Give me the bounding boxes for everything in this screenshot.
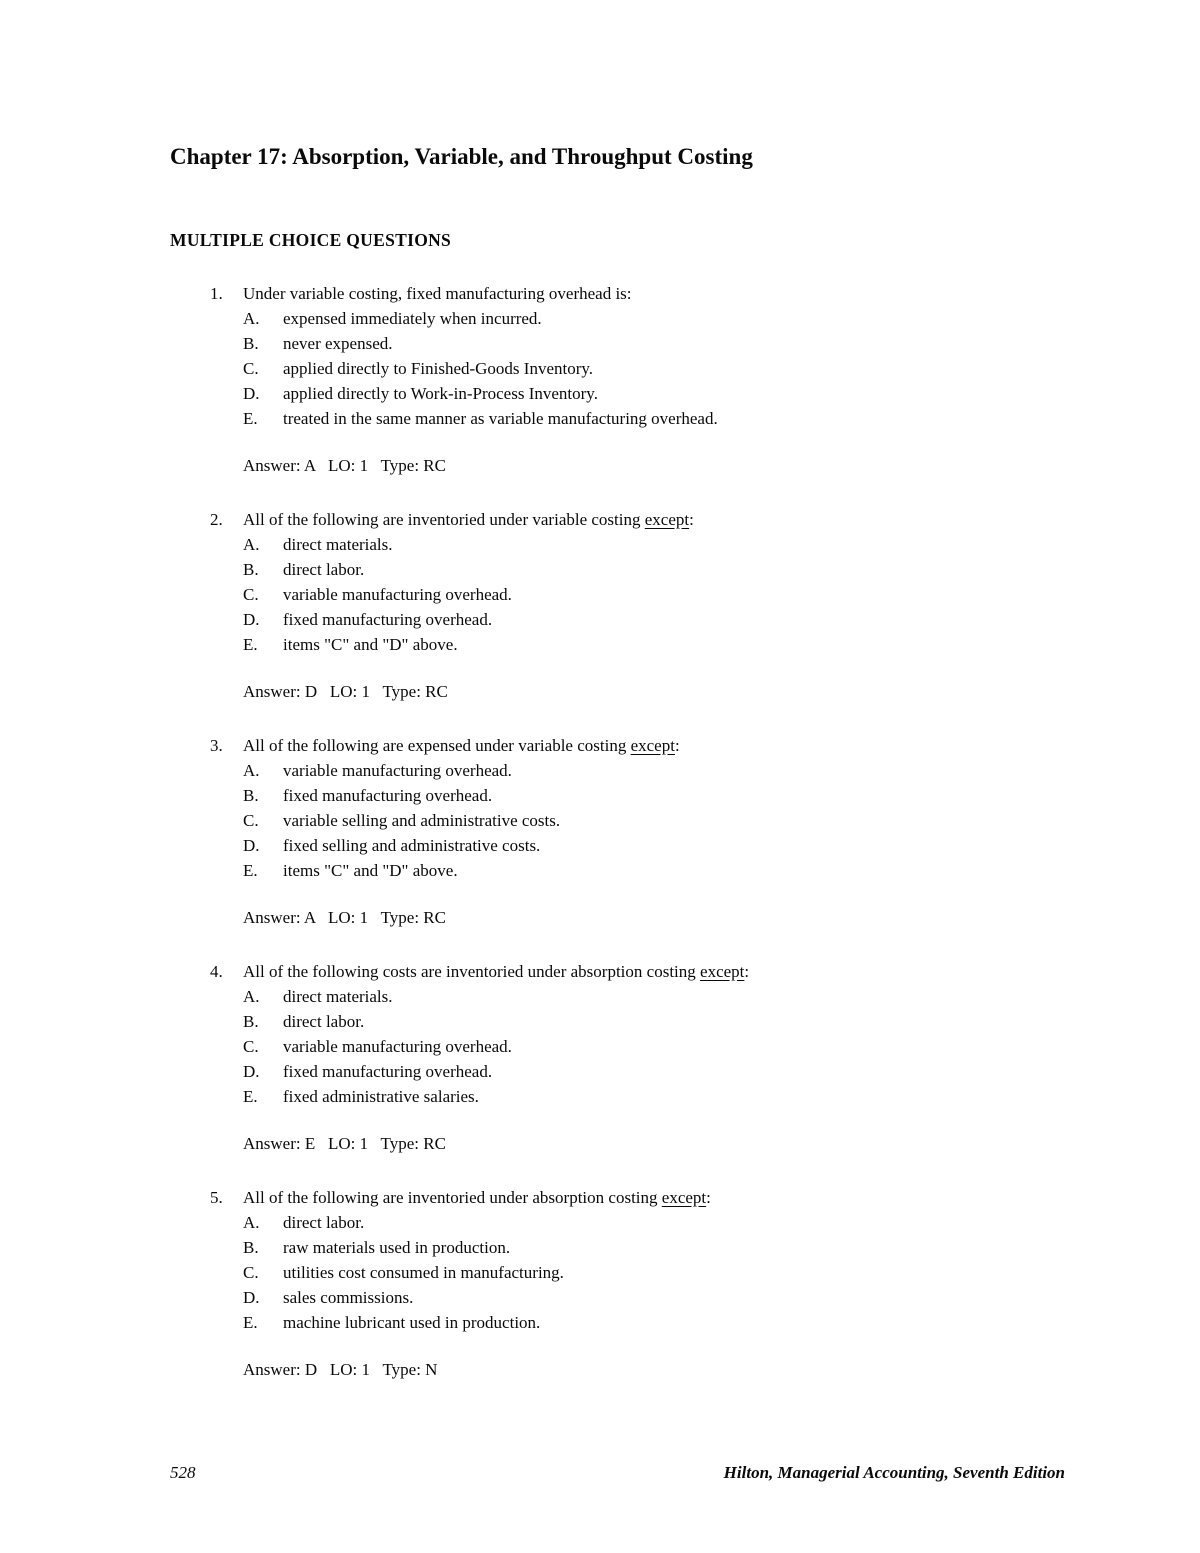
answer-line: Answer: E LO: 1 Type: RC [243,1134,446,1153]
questions-list [170,281,1065,1382]
option-row [243,1210,1065,1235]
option-letter: C. [243,1263,259,1282]
question-stem-underline: except [644,510,690,529]
question-stem-underline: except [700,962,745,981]
option-text: fixed administrative salaries. [283,1087,479,1106]
page-title: Chapter 17: Absorption, Variable, and Throughput Costing [170,144,753,169]
question-stem: All of the following are expensed under variable costing except: [243,736,680,755]
option-letter: B. [243,1012,259,1031]
option-text: raw materials used in production. [283,1238,511,1257]
question-stem: Under variable costing, fixed manufacturing overhead is: [243,284,632,303]
option-letter: E. [243,861,258,880]
question-head [170,959,1065,984]
option-text: fixed manufacturing overhead. [283,786,493,805]
option-letter: A. [243,761,260,780]
option-letter: B. [243,1238,259,1257]
option-text: applied directly to Work-in-Process Inventory. [283,384,598,403]
question-head [170,733,1065,758]
option-letter: C. [243,359,259,378]
option-text: expensed immediately when incurred. [283,309,542,328]
option-text: applied directly to Finished-Goods Inventory. [283,359,594,378]
option-row [243,1009,1065,1034]
option-text: direct labor. [283,1012,365,1031]
book-title: Hilton, Managerial Accounting, Seventh Edition [723,1463,1065,1482]
answer-line: Answer: A LO: 1 Type: RC [243,908,446,927]
option-letter: D. [243,1288,260,1307]
option-letter: D. [243,836,260,855]
question-stem-underline: except [630,736,675,755]
option-letter: C. [243,811,259,830]
option-row [243,356,1065,381]
option-text: fixed manufacturing overhead. [283,1062,493,1081]
option-text: direct labor. [283,1213,365,1232]
page-number: 528 [170,1463,196,1482]
option-text: items "C" and "D" above. [283,635,458,654]
question-item [170,281,1065,478]
option-row [243,331,1065,356]
option-letter: E. [243,635,258,654]
option-text: direct materials. [283,987,393,1006]
question-item [170,507,1065,704]
option-text: machine lubricant used in production. [283,1313,541,1332]
option-letter: B. [243,334,259,353]
option-row [243,1260,1065,1285]
option-row [243,783,1065,808]
option-row [243,406,1065,431]
question-head [170,281,1065,306]
question-item [170,959,1065,1156]
option-letter: B. [243,560,259,579]
answer-line: Answer: A LO: 1 Type: RC [243,456,446,475]
question-item [170,1185,1065,1382]
option-letter: B. [243,786,259,805]
option-row [243,1285,1065,1310]
answer-line: Answer: D LO: 1 Type: RC [243,682,448,701]
option-row [243,1059,1065,1084]
option-row [243,632,1065,657]
option-text: fixed manufacturing overhead. [283,610,493,629]
option-row [243,557,1065,582]
option-text: sales commissions. [283,1288,414,1307]
answer-line: Answer: D LO: 1 Type: N [243,1360,438,1379]
question-stem: All of the following costs are inventoried under absorption costing except: [243,962,750,981]
question-number: 3. [210,736,223,755]
option-text: direct labor. [283,560,365,579]
option-text: variable manufacturing overhead. [283,761,512,780]
option-row [243,1235,1065,1260]
option-row [243,808,1065,833]
section-heading: MULTIPLE CHOICE QUESTIONS [170,230,452,250]
option-letter: E. [243,1313,258,1332]
option-text: variable manufacturing overhead. [283,1037,512,1056]
option-row [243,607,1065,632]
option-text: variable manufacturing overhead. [283,585,512,604]
option-row [243,1310,1065,1335]
option-letter: E. [243,1087,258,1106]
option-row [243,381,1065,406]
option-letter: D. [243,610,260,629]
option-row [243,1034,1065,1059]
option-letter: D. [243,384,260,403]
option-letter: C. [243,585,259,604]
option-row [243,582,1065,607]
question-stem-underline: except [661,1188,707,1207]
option-text: fixed selling and administrative costs. [283,836,541,855]
question-number: 5. [210,1188,223,1207]
option-row [243,858,1065,883]
question-head [170,507,1065,532]
option-text: never expensed. [283,334,393,353]
question-stem: All of the following are inventoried under absorption costing except: [243,1188,711,1207]
option-letter: A. [243,1213,260,1232]
option-row [243,984,1065,1009]
question-stem: All of the following are inventoried under variable costing except: [243,510,694,529]
question-head [170,1185,1065,1210]
question-number: 2. [210,510,223,529]
option-text: items "C" and "D" above. [283,861,458,880]
option-row [243,833,1065,858]
option-letter: C. [243,1037,259,1056]
option-row [243,1084,1065,1109]
question-item [170,733,1065,930]
question-number: 4. [210,962,223,981]
option-letter: E. [243,409,258,428]
option-text: utilities cost consumed in manufacturing. [283,1263,564,1282]
option-row [243,532,1065,557]
option-text: variable selling and administrative costs. [283,811,561,830]
option-row [243,758,1065,783]
option-letter: A. [243,987,260,1006]
option-letter: A. [243,535,260,554]
option-text: treated in the same manner as variable manufacturing overhead. [283,409,718,428]
page-footer [170,1460,1065,1485]
question-number: 1. [210,284,223,303]
option-row [243,306,1065,331]
option-text: direct materials. [283,535,393,554]
option-letter: A. [243,309,260,328]
option-letter: D. [243,1062,260,1081]
